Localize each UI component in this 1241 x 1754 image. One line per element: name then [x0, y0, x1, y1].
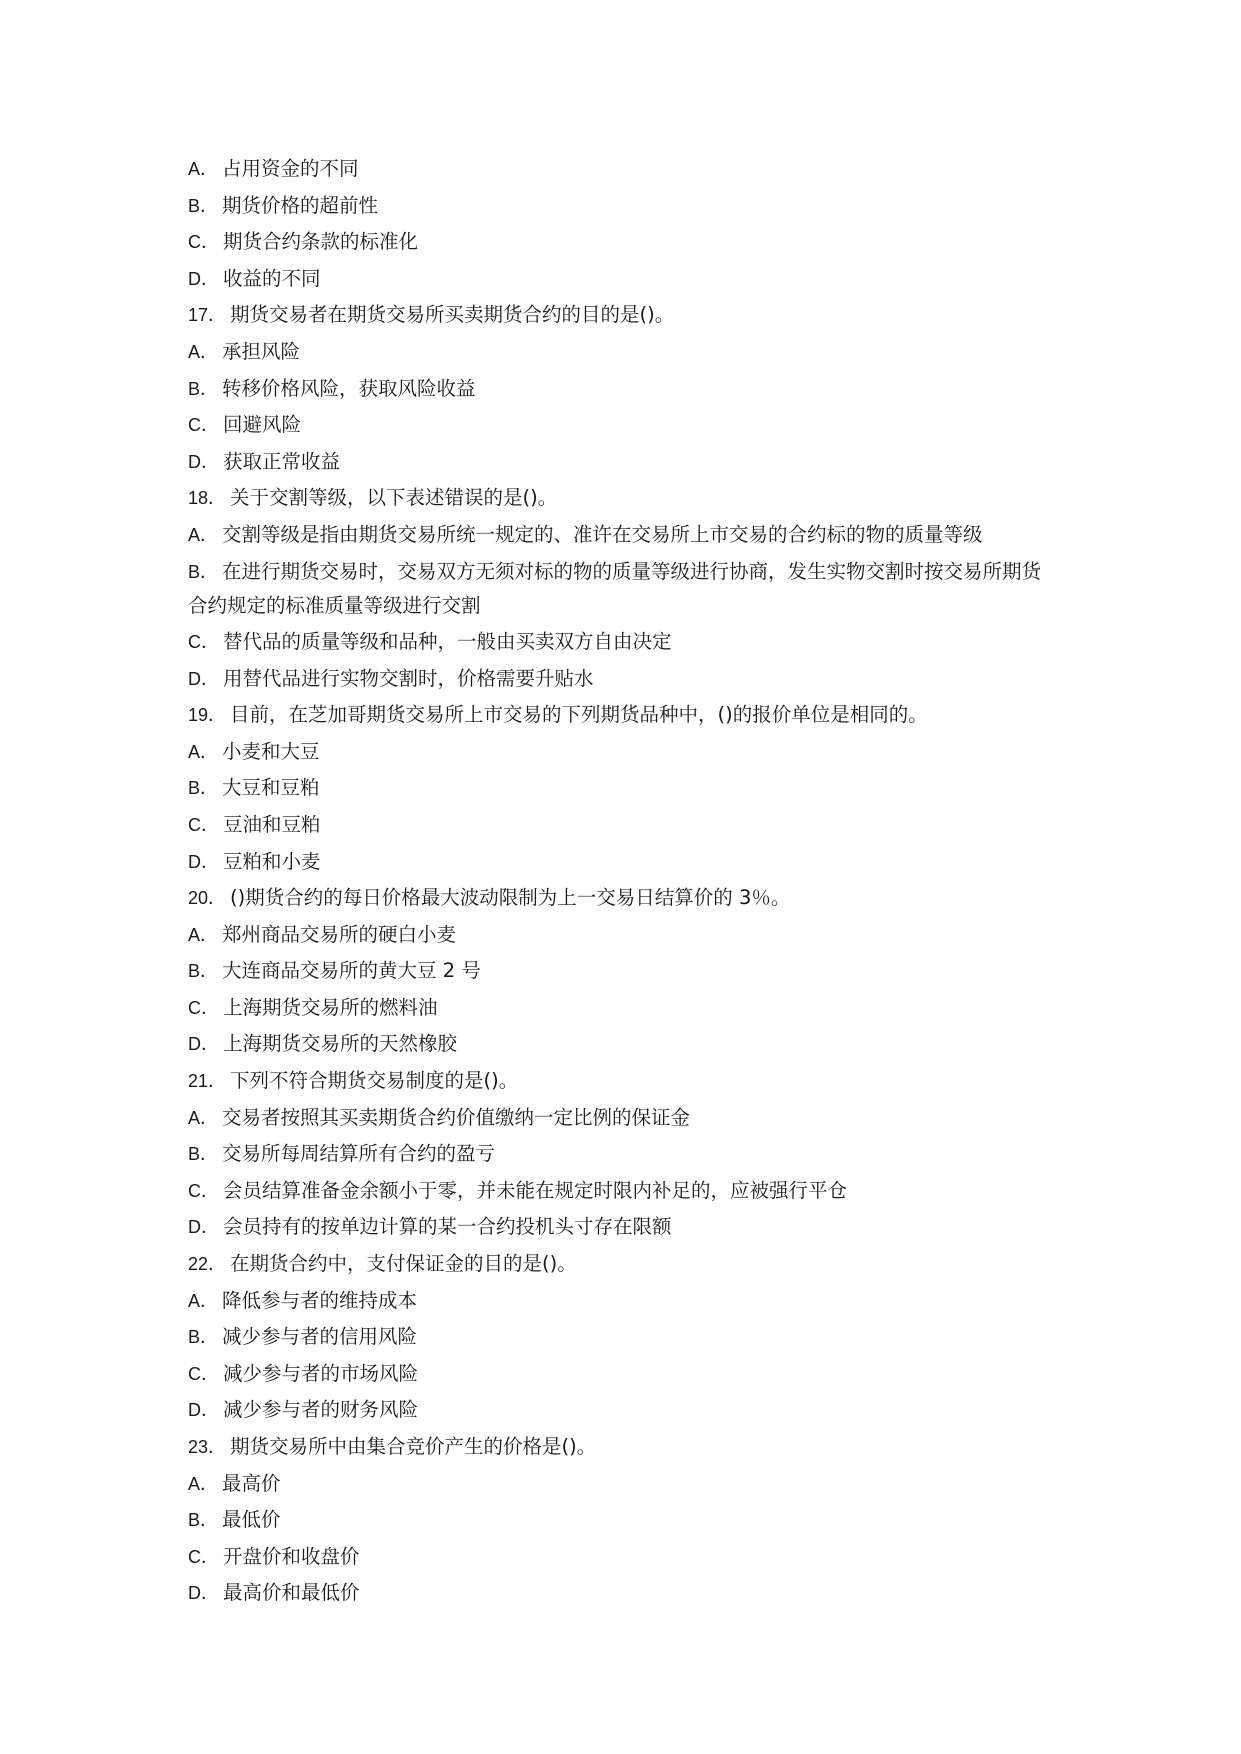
question-number: 22．	[188, 1254, 227, 1275]
option-letter: B．	[188, 778, 219, 799]
option-text: 大豆和豆粕	[222, 776, 320, 800]
question-list	[188, 151, 1058, 1612]
option-letter: D．	[188, 851, 219, 872]
question-number: 19．	[188, 705, 227, 726]
option-letter: A．	[188, 741, 219, 762]
option-letter: A．	[188, 159, 219, 179]
option-text: 会员结算准备金余额小于零，并未能在规定时限内补足的，应被强行平仓	[223, 1178, 848, 1202]
question-line	[188, 697, 1058, 734]
question-text: ()期货合约的每日价格最大波动限制为上一交易日结算价的 3％。	[230, 886, 791, 910]
option-text: 上海期货交易所的天然橡胶	[223, 1032, 458, 1056]
option-letter: C．	[188, 1363, 219, 1384]
option-line	[188, 734, 1058, 771]
option-line	[188, 1173, 1058, 1210]
option-line	[188, 1136, 1058, 1173]
option-line	[188, 407, 1058, 444]
option-text: 收益的不同	[223, 266, 321, 290]
option-text: 降低参与者的维持成本	[222, 1288, 418, 1312]
option-text: 豆油和豆粕	[223, 812, 321, 836]
question-text: 目前，在芝加哥期货交易所上市交易的下列期货品种中，()的报价单位是相同的。	[230, 703, 928, 727]
option-letter: D．	[188, 451, 219, 472]
option-line	[188, 188, 1058, 225]
question-number: 18．	[188, 488, 227, 509]
question-number: 20．	[188, 888, 227, 909]
option-text: 最低价	[222, 1508, 281, 1532]
option-text: 交易者按照其买卖期货合约价值缴纳一定比例的保证金	[222, 1105, 691, 1129]
option-line	[188, 770, 1058, 807]
option-line	[188, 1026, 1058, 1063]
option-line	[188, 1100, 1058, 1137]
option-line	[188, 1209, 1058, 1246]
option-text: 替代品的质量等级和品种，一般由买卖双方自由决定	[223, 629, 672, 653]
option-letter: B．	[188, 1510, 219, 1531]
option-letter: B．	[188, 1144, 219, 1165]
option-line	[188, 1466, 1058, 1503]
question-number: 23．	[188, 1437, 227, 1457]
option-line	[188, 844, 1058, 881]
option-line	[188, 1319, 1058, 1356]
option-line	[188, 917, 1058, 954]
option-letter: C．	[188, 415, 219, 436]
option-text: 小麦和大豆	[222, 739, 320, 763]
option-text: 回避风险	[223, 413, 302, 437]
option-text: 大连商品交易所的黄大豆 2 号	[222, 959, 481, 983]
question-line	[188, 1063, 1058, 1100]
option-text: 获取正常收益	[223, 449, 341, 473]
option-letter: C．	[188, 1180, 219, 1201]
option-letter: D．	[188, 268, 219, 289]
option-line	[188, 554, 1058, 624]
option-line	[188, 1539, 1058, 1576]
option-line	[188, 807, 1058, 844]
option-line	[188, 1356, 1058, 1393]
option-text: 会员持有的按单边计算的某一合约投机头寸存在限额	[223, 1215, 672, 1239]
option-letter: C．	[188, 997, 219, 1018]
question-text: 下列不符合期货交易制度的是()。	[230, 1069, 519, 1093]
option-text: 上海期货交易所的燃料油	[223, 995, 438, 1019]
option-text: 开盘价和收盘价	[223, 1544, 360, 1568]
option-text: 在进行期货交易时，交易双方无须对标的物的质量等级进行协商，发生实物交割时按交易所期货合约规定的标准质量等级进行交割	[188, 559, 1042, 617]
question-text: 在期货合约中，支付保证金的目的是()。	[230, 1252, 577, 1276]
option-letter: A．	[188, 1107, 219, 1128]
option-letter: B．	[188, 1327, 219, 1348]
option-letter: D．	[188, 1034, 219, 1055]
option-text: 最高价和最低价	[223, 1581, 360, 1605]
option-line	[188, 661, 1058, 698]
option-letter: C．	[188, 814, 219, 835]
option-text: 最高价	[222, 1471, 281, 1495]
option-line	[188, 151, 1058, 188]
option-letter: C．	[188, 631, 219, 652]
option-text: 豆粕和小麦	[223, 849, 321, 873]
option-line	[188, 261, 1058, 298]
option-line	[188, 517, 1058, 554]
option-letter: B．	[188, 961, 219, 982]
option-letter: A．	[188, 924, 219, 945]
option-line	[188, 1392, 1058, 1429]
option-text: 承担风险	[222, 339, 301, 363]
question-number: 21．	[188, 1071, 227, 1092]
option-letter: C．	[188, 232, 219, 253]
option-letter: C．	[188, 1546, 219, 1567]
option-text: 期货合约条款的标准化	[223, 230, 419, 254]
question-line	[188, 480, 1058, 517]
option-line	[188, 624, 1058, 661]
option-text: 减少参与者的财务风险	[223, 1398, 419, 1422]
option-letter: B．	[188, 561, 219, 582]
option-line	[188, 334, 1058, 371]
question-text: 期货交易所中由集合竞价产生的价格是()。	[230, 1435, 597, 1458]
option-letter: B．	[188, 378, 219, 399]
option-letter: B．	[188, 195, 219, 216]
question-line	[188, 880, 1058, 917]
question-line	[188, 297, 1058, 334]
option-line	[188, 953, 1058, 990]
option-letter: D．	[188, 1217, 219, 1238]
option-line	[188, 371, 1058, 408]
question-text: 关于交割等级，以下表述错误的是()。	[230, 486, 558, 510]
option-text: 用替代品进行实物交割时，价格需要升贴水	[223, 666, 594, 690]
option-letter: A．	[188, 1473, 219, 1494]
option-text: 交易所每周结算所有合约的盈亏	[222, 1142, 496, 1166]
question-line	[188, 1246, 1058, 1283]
question-number: 17．	[188, 305, 227, 326]
option-line	[188, 444, 1058, 481]
option-line	[188, 1283, 1058, 1320]
option-letter: D．	[188, 1400, 219, 1421]
option-line	[188, 1502, 1058, 1539]
option-line	[188, 224, 1058, 261]
option-letter: D．	[188, 1583, 219, 1604]
option-text: 减少参与者的信用风险	[222, 1325, 418, 1349]
option-text: 占用资金的不同	[222, 157, 359, 180]
question-text: 期货交易者在期货交易所买卖期货合约的目的是()。	[230, 303, 675, 327]
option-line	[188, 1575, 1058, 1612]
option-text: 减少参与者的市场风险	[223, 1361, 419, 1385]
option-text: 期货价格的超前性	[222, 193, 379, 217]
option-letter: A．	[188, 1290, 219, 1311]
option-text: 交割等级是指由期货交易所统一规定的、准许在交易所上市交易的合约标的物的质量等级	[222, 522, 983, 546]
option-text: 郑州商品交易所的硬白小麦	[222, 922, 457, 946]
question-line	[188, 1429, 1058, 1466]
option-letter: D．	[188, 668, 219, 689]
option-text: 转移价格风险，获取风险收益	[222, 376, 476, 400]
option-letter: A．	[188, 341, 219, 362]
option-line	[188, 990, 1058, 1027]
option-letter: A．	[188, 524, 219, 545]
